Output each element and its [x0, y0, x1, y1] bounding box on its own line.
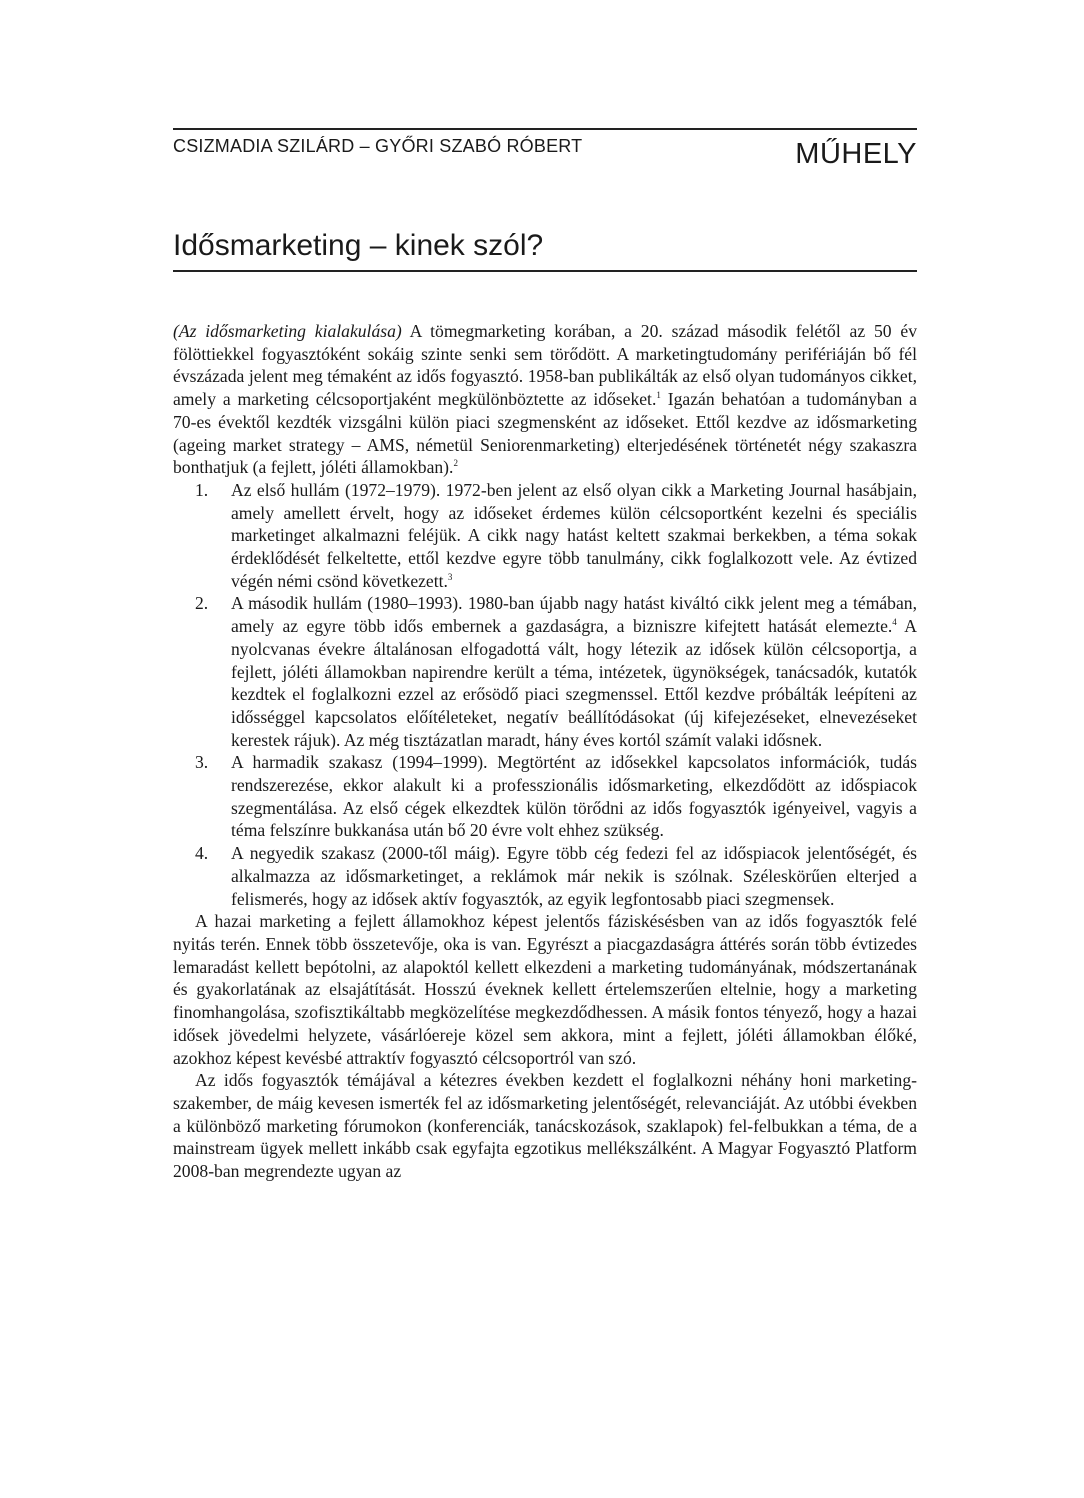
list-item	[173, 751, 917, 842]
list-item-number: 1.	[195, 479, 209, 500]
section-label: MŰHELY	[795, 138, 917, 170]
list-item-text: A második hullám (1980–1993). 1980-ban újabb nagy hatást kiváltó cikk jelent meg a témában, amely az egyre több idős embernek a gazdaságra, a bizniszre kifejtett hatását elemezte.	[231, 593, 917, 637]
intro-lead: (Az idősmarketing kialakulása)	[173, 321, 402, 341]
intro-text-a: A tömegmarketing korában, a 20. század második felétől az 50 év fölöttiekkel fogyasztóként sokáig szinte senki sem törődött. A marketingtudomány perifériáján bő fél évszázada jelent meg témaként az idős fogyasztó. 1958-ban publikálták az első olyan tudományos cikket, amely a marketing célcsoportjaként megkülönböztette az időseket.	[173, 321, 917, 410]
list-item-text-cont: A nyolcvanas évekre általánosan elfogadottá vált, hogy létezik az idősek külön célcsoportja, a fejlett, jóléti államokban napirendre került a téma, intézetek, ügynökségek, tanácsadók, kutatók kezdtek el foglalkozni ezzel az erősödő piaci szegmenssel. Ettől kezdve próbálták leépíteni az idősséggel kapcsolatos előítéleteket, negatív beállítódásokat (új kifejezéseket, elnevezéseket kerestek rájuk). Az még tisztázatlan maradt, hány éves kortól számít valaki idősnek.	[231, 616, 917, 750]
phases-list	[173, 479, 917, 910]
authors: CSIZMADIA SZILÁRD – GYŐRI SZABÓ RÓBERT	[173, 136, 583, 156]
footnote-ref-2: 2	[453, 458, 458, 469]
article-body	[173, 320, 917, 1183]
running-header	[173, 128, 917, 174]
intro-paragraph	[173, 320, 917, 479]
list-item-text: A negyedik szakasz (2000-től máig). Egyre több cég fedezi fel az időspiacok jelentőségét, és alkalmazza az idősmarketinget, a reklámok már nekik is szólnak. Széleskörűen elterjed a felismerés, hogy az idősek aktív fogyasztók, az egyik legfontosabb piaci szegmensek.	[231, 843, 917, 909]
body-paragraph-2: A hazai marketing a fejlett államokhoz képest jelentős fáziskésésben van az idős fogyasztók felé nyitás terén. Ennek több összetevője, oka is van. Egyrészt a piacgazdaságra áttérés során több évtizedes lemaradást kellett bepótolni, az alapoktól kellett elkezdeni a marketing tudományának, módszertanának és gyakorlatának az elsajátítását. Hosszú éveknek kellett értelemszerűen eltelnie, hogy a marketing finomhangolása, szofisztikáltabb megközelítése megkezdődhessen. A másik fontos tényező, hogy a hazai idősek jövedelmi helyzete, vásárlóereje közel sem akkora, mint a fejlett, jóléti államokban élőké, azokhoz képest kevésbé attraktív fogyasztó célcsoportról van szó.	[173, 911, 917, 1068]
list-item	[173, 592, 917, 751]
article-title: Idősmarketing – kinek szól?	[173, 226, 917, 272]
list-item	[173, 479, 917, 593]
footnote-ref-4: 4	[892, 617, 897, 628]
list-item-number: 3.	[195, 752, 209, 773]
body-paragraph-3: Az idős fogyasztók témájával a kétezres években kezdett el foglalkozni néhány honi marketing-szakember, de máig kevesen ismerték fel az idősmarketing jelentőségét, relevanciáját. Az utóbbi években a különböző marketing fórumokon (konferenciák, tanácskozások, szaklapok) fel-felbukkan a téma, de a mainstream ügyek mellett inkább csak egyfajta egzotikus mellékszálként. A Magyar Fogyasztó Platform 2008-ban megrendezte ugyan az	[173, 1070, 917, 1182]
page	[173, 128, 917, 1183]
list-item	[173, 842, 917, 910]
list-item-number: 2.	[195, 593, 209, 614]
list-item-number: 4.	[195, 843, 209, 864]
list-item-text: A harmadik szakasz (1994–1999). Megtörtént az idősekkel kapcsolatos információk, tudás rendszerezése, ekkor alakult ki a professzionális idősmarketing, elkezdődött az időspiacok szegmentálása. Az első cégek elkezdtek külön törődni az idős fogyasztók igényeivel, vagyis a téma felszínre bukkanása után bő 20 évre volt ehhez szükség.	[231, 752, 917, 841]
intro-text-b: Igazán behatóan a tudományban a 70-es évektől kezdték vizsgálni külön piaci szegmensként az időseket. Ettől kezdve az idősmarketing (ageing market strategy – AMS, németül Seniorenmarketing) elterjedésének történetét négy szakaszra bonthatjuk (a fejlett, jóléti államokban).	[173, 389, 917, 478]
list-item-text: Az első hullám (1972–1979). 1972-ben jelent az első olyan cikk a Marketing Journal hasábjain, amely amellett érvelt, hogy az időseket érdemes külön célcsoportként kezelni és speciális marketinget alkalmazni feléjük. A cikk nagy hatást keltett szakmai berkekben, a téma sokak érdeklődését felkeltette, ettől kezdve egyre több tanulmány, cikk foglalkozott vele. Az évtized végén némi csönd következett.	[231, 479, 917, 591]
footnote-ref-3: 3	[447, 571, 453, 582]
footnote-ref-1: 1	[656, 390, 661, 401]
